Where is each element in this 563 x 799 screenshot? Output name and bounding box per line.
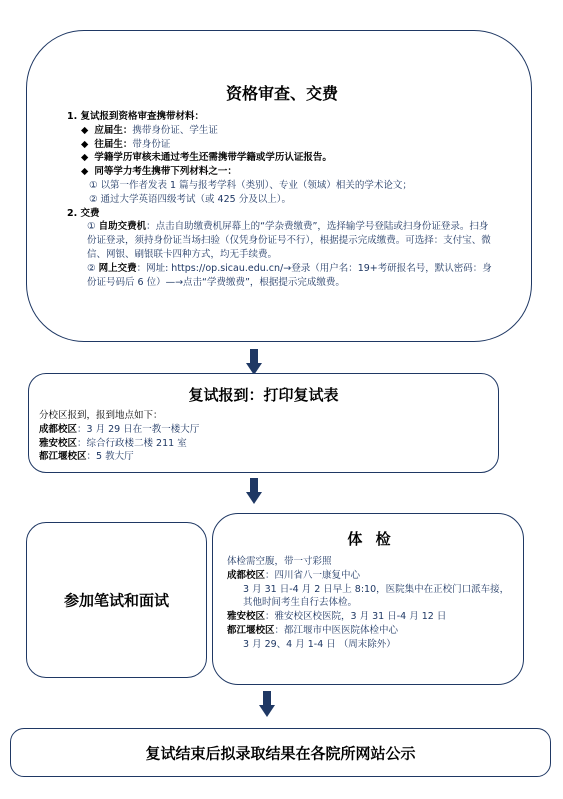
online-pay-label: 网上交费 [98,262,137,274]
item-label: 同等学力考生携带下列材料之一： [94,166,237,178]
campus-item [39,437,488,451]
chengdu-detail: 3 月 31 日-4 月 2 日早上 8:10，医院集中在正校门口派车接，其他时间考生自行去体检。 [243,583,510,609]
down-arrow-icon [259,691,275,721]
campus-name: 雅安校区 [39,437,78,449]
check-in-intro: 分校区报到，报到地点如下： [39,410,163,421]
admission-result-box [10,728,551,777]
list-item [67,151,497,165]
equivalent-item: ② 通过大学英语四级考试（或 425 分及以上）。 [89,193,291,205]
campus-name: 雅安校区 [227,611,266,623]
item-text: 带身份证 [132,138,171,150]
bullet: ◆ [81,124,89,136]
exam-interview-box [26,522,207,678]
campus-name: 成都校区 [39,423,78,435]
section2-heading: 2. 交费 [67,207,100,219]
down-arrow-icon [246,478,262,508]
chengdu-location [227,569,515,583]
campus-text: ：3 月 29 日在一教一楼大厅 [77,423,200,435]
online-pay-text: ：网址: https://op.sicau.edu.cn/→登录（用户名：19+考研报名号，默认密码：身份证号码后 6 位）—→点击“学费缴费”，根据提示完成缴费。 [87,262,492,288]
campus-name: 都江堰校区 [227,624,275,636]
self-pay-label: 自助交费机 [98,221,147,233]
check-in-title: 复试报到：打印复试表 [188,386,339,404]
medical-note: 体检需空腹，带一寸彩照 [227,556,332,567]
campus-text: ：四川省八一康复中心 [265,569,361,581]
online-pay-paragraph [67,262,497,290]
item-label: 应届生： [94,124,133,136]
item-label: 学籍学历审核未通过考生还需携带学籍或学历认证报告。 [94,152,332,164]
item-label: 往届生： [94,138,133,150]
bullet: ◆ [81,138,89,150]
bullet: ◆ [81,166,89,178]
list-item [67,165,497,179]
admission-result-title: 复试结束后拟录取结果在各院所网站公示 [145,744,416,762]
campus-item [39,450,488,464]
campus-text: ：5 教大厅 [86,451,134,463]
medical-exam-title: 体 检 [347,530,395,548]
item-text: 携带身份证、学生证 [132,124,218,136]
campus-name: 都江堰校区 [39,451,87,463]
djy-location [227,624,515,638]
equivalent-item: ① 以第一作者发表 1 篇与报考学科（类别）、专业（领域）相关的学术论文； [89,179,412,191]
self-pay-paragraph [67,220,497,261]
list-item [67,124,497,138]
yaan-location [227,610,515,624]
list-item [67,138,497,152]
bullet: ◆ [81,152,89,164]
exam-interview-title: 参加笔试和面试 [63,591,169,610]
campus-text: ：都江堰市中医医院体检中心 [274,624,399,636]
qualification-review-box [26,30,532,342]
campus-name: 成都校区 [227,569,266,581]
campus-text: ：综合行政楼二楼 211 室 [77,437,187,449]
medical-exam-box [212,513,524,685]
campus-item [39,423,488,437]
qualification-review-title: 资格审查、交费 [225,84,338,103]
djy-detail: 3 月 29、4 月 1-4 日 （周末除外） [243,638,396,650]
campus-text: ：雅安校区校医院，3 月 31 日-4 月 12 日 [265,611,447,623]
self-pay-text: ：点击自助缴费机屏幕上的“学杂费缴费”，选择输学号登陆或扫身份证登录。扫身份证登录，须持身份证当场扫验（仅凭身份证号不行），根据提示完成缴费。可选择：支付宝、微信、网银、刷银联卡四种方式，均无手续费。 [87,221,491,260]
self-pay-number: ① [87,221,96,233]
online-pay-number: ② [87,262,96,274]
check-in-box [28,373,499,473]
section1-heading: 1. 复试报到资格审查携带材料： [67,111,205,122]
